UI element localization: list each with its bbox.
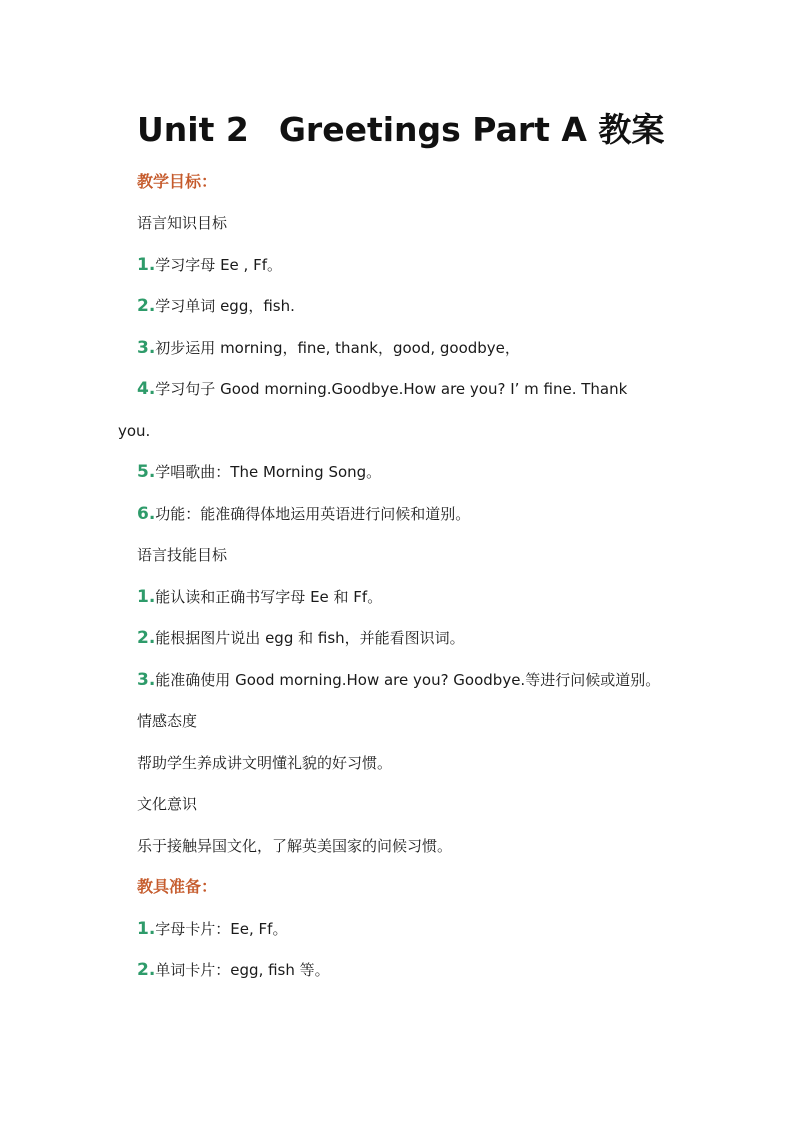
list-text: 学习句子 Good morning.Goodbye.How are you? I’ m fine. Thank [155,380,628,398]
list-number: 1. [137,919,156,939]
list-number: 2. [137,296,156,316]
list-text: 单词卡片：egg, fish 等。 [155,961,330,979]
list-text: 功能：能准确得体地运用英语进行问候和道别。 [155,505,471,523]
list-item [137,669,777,691]
list-text: 学习单词 egg，fish. [155,297,295,315]
list-number: 3. [137,338,156,358]
list-item [137,295,777,317]
section-heading-teaching-goals: 教学目标： [137,172,218,191]
section-heading-materials: 教具准备： [137,877,218,896]
list-number: 2. [137,628,156,648]
list-item [137,378,777,400]
list-text: 能认读和正确书写字母 Ee 和 Ff。 [155,588,383,606]
list-item [137,918,777,940]
culture-text: 乐于接触异国文化，了解英美国家的问候习惯。 [137,837,453,855]
list-item [137,627,777,649]
list-item [137,959,777,981]
list-text: 学习字母 Ee , Ff。 [155,256,282,274]
list-item [137,337,777,359]
list-number: 6. [137,504,156,524]
list-text: 能准确使用 Good morning.How are you? Goodbye.等进行问候或道别。 [155,671,661,689]
subsection-label-attitude: 情感态度 [137,712,198,730]
subsection-label-knowledge: 语言知识目标 [137,214,228,232]
title-unit: Unit 2 [137,110,249,149]
list-number: 1. [137,587,156,607]
list-text: 初步运用 morning，fine, thank，good, goodbye， [155,339,520,357]
title-topic: Greetings Part A 教案 [278,110,665,149]
list-text: 字母卡片：Ee, Ff。 [155,920,288,938]
list-text: 能根据图片说出 egg 和 fish，并能看图识词。 [155,629,465,647]
list-item-continuation: you. [118,422,151,440]
list-item [137,254,777,276]
list-text: 学唱歌曲：The Morning Song。 [155,463,382,481]
list-number: 1. [137,255,156,275]
list-number: 5. [137,462,156,482]
list-number: 4. [137,379,156,399]
list-number: 3. [137,670,156,690]
subsection-label-culture: 文化意识 [137,795,198,813]
list-number: 2. [137,960,156,980]
page-title [137,108,777,152]
attitude-text: 帮助学生养成讲文明懂礼貌的好习惯。 [137,754,393,772]
list-item [137,586,777,608]
list-item [137,461,777,483]
subsection-label-skills: 语言技能目标 [137,546,228,564]
list-item [137,503,777,525]
